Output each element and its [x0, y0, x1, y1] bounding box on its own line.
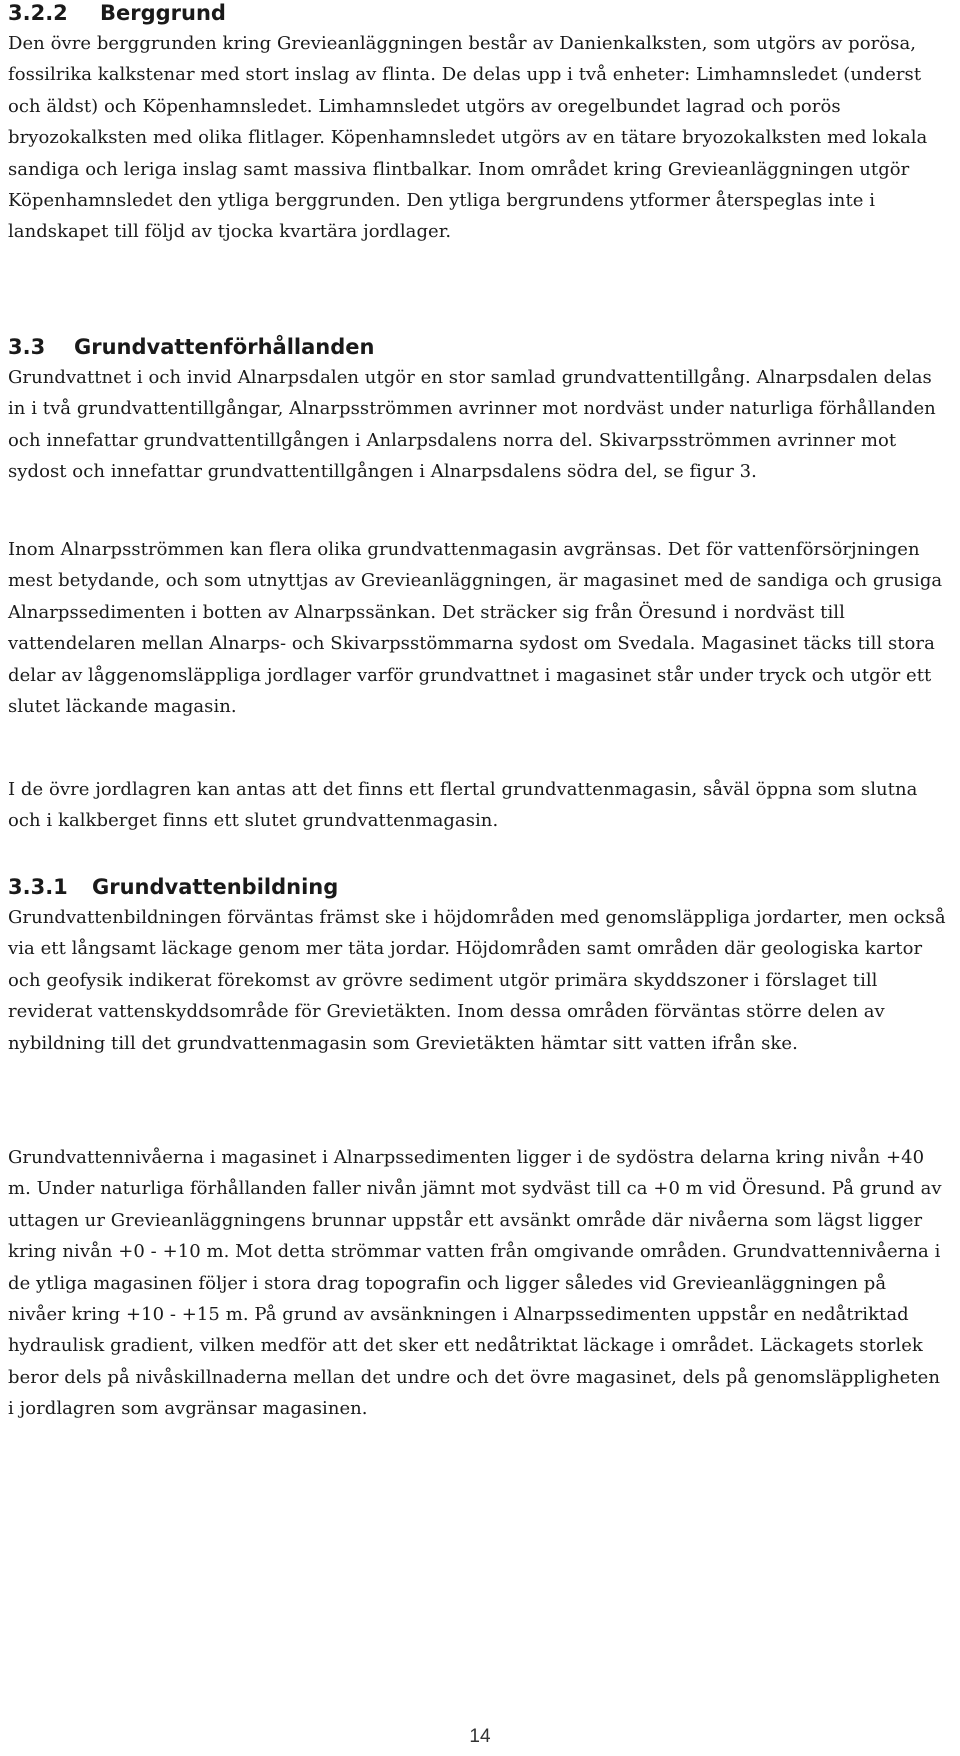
- paragraph: I de övre jordlagren kan antas att det finns ett flertal grundvattenmagasin, såväl öppna som slutna och i kalkberget finns ett slutet grundvattenmagasin.: [8, 779, 918, 832]
- section-number: 3.2.2: [8, 1, 68, 25]
- section-heading-3-3-1: [8, 872, 338, 902]
- page-number: 14: [469, 1726, 491, 1747]
- section-number: 3.3.1: [8, 875, 68, 899]
- section-heading-3-3: [8, 332, 374, 362]
- section-title: Grundvattenbildning: [92, 875, 339, 899]
- paragraph: Inom Alnarpsströmmen kan flera olika grundvattenmagasin avgränsas. Det för vattenförsörjningen mest betydande, och som utnyttjas av Grevieanläggningen, är magasinet med de sandiga och grusiga Alnarpssedimenten i botten av Alnarpssänkan. Det sträcker sig från Öresund i nordväst till vattendelaren mellan Alnarps- och Skivarpsstömmarna sydost om Svedala. Magasinet täcks till stora delar av låggenomsläppliga jordlager varför grundvattnet i magasinet står under tryck och utgör ett slutet läckande magasin.: [8, 539, 943, 718]
- paragraph: Grundvattenbildningen förväntas främst ske i höjdområden med genomsläppliga jordarter, men också via ett långsamt läckage genom mer täta jordar. Höjdområden samt områden där geologiska kartor och geofysik indikerat förekomst av grövre sediment utgör primära skyddszoner i förslaget till reviderat vattenskyddsområde för Grevietäkten. Inom dessa områden förväntas större delen av nybildning till det grundvattenmagasin som Grevietäkten hämtar sitt vatten ifrån ske.: [8, 907, 946, 1054]
- section-number: 3.3: [8, 335, 46, 359]
- section-title: Berggrund: [100, 1, 226, 25]
- paragraph: Grundvattnet i och invid Alnarpsdalen utgör en stor samlad grundvattentillgång. Alnarpsdalen delas in i två grundvattentillgångar, Alnarpsströmmen avrinner mot nordväst under naturliga förhållanden och innefattar grundvattentillgången i Anlarpsdalens norra del. Skivarpsströmmen avrinner mot sydost och innefattar grundvattentillgången i Alnarpsdalens södra del, se figur 3.: [8, 367, 936, 483]
- section-heading-3-2-2: [8, 0, 226, 28]
- paragraph: Grundvattennivåerna i magasinet i Alnarpssedimenten ligger i de sydöstra delarna kring nivån +40 m. Under naturliga förhållanden faller nivån jämnt mot sydväst till ca +0 m vid Öresund. På grund av uttagen ur Grevieanläggningens brunnar uppstår ett avsänkt område där nivåerna som lägst ligger kring nivån +0 - +10 m. Mot detta strömmar vatten från omgivande områden. Grundvattennivåerna i de ytliga magasinen följer i stora drag topografin och ligger således vid Grevieanläggningen på nivåer kring +10 - +15 m. På grund av avsänkningen i Alnarpssedimenten uppstår en nedåtriktad hydraulisk gradient, vilken medför att det sker ett nedåtriktat läckage i området. Läckagets storlek beror dels på nivåskillnaderna mellan det undre och det övre magasinet, dels på genomsläppligheten i jordlagren som avgränsar magasinen.: [8, 1147, 942, 1420]
- section-title: Grundvattenförhållanden: [74, 335, 375, 359]
- paragraph: Den övre berggrunden kring Grevieanläggningen består av Danienkalksten, som utgörs av porösa, fossilrika kalkstenar med stort inslag av flinta. De delas upp i två enheter: Limhamnsledet (underst och äldst) och Köpenhamnsledet. Limhamnsledet utgörs av oregelbundet lagrad och porös bryozokalksten med olika flitlager. Köpenhamnsledet utgörs av en tätare bryozokalksten med lokala sandiga och leriga inslag samt massiva flintbalkar. Inom området kring Grevieanläggningen utgör Köpenhamnsledet den ytliga berggrunden. Den ytliga bergrundens ytformer återspeglas inte i landskapet till följd av tjocka kvartära jordlager.: [8, 33, 928, 243]
